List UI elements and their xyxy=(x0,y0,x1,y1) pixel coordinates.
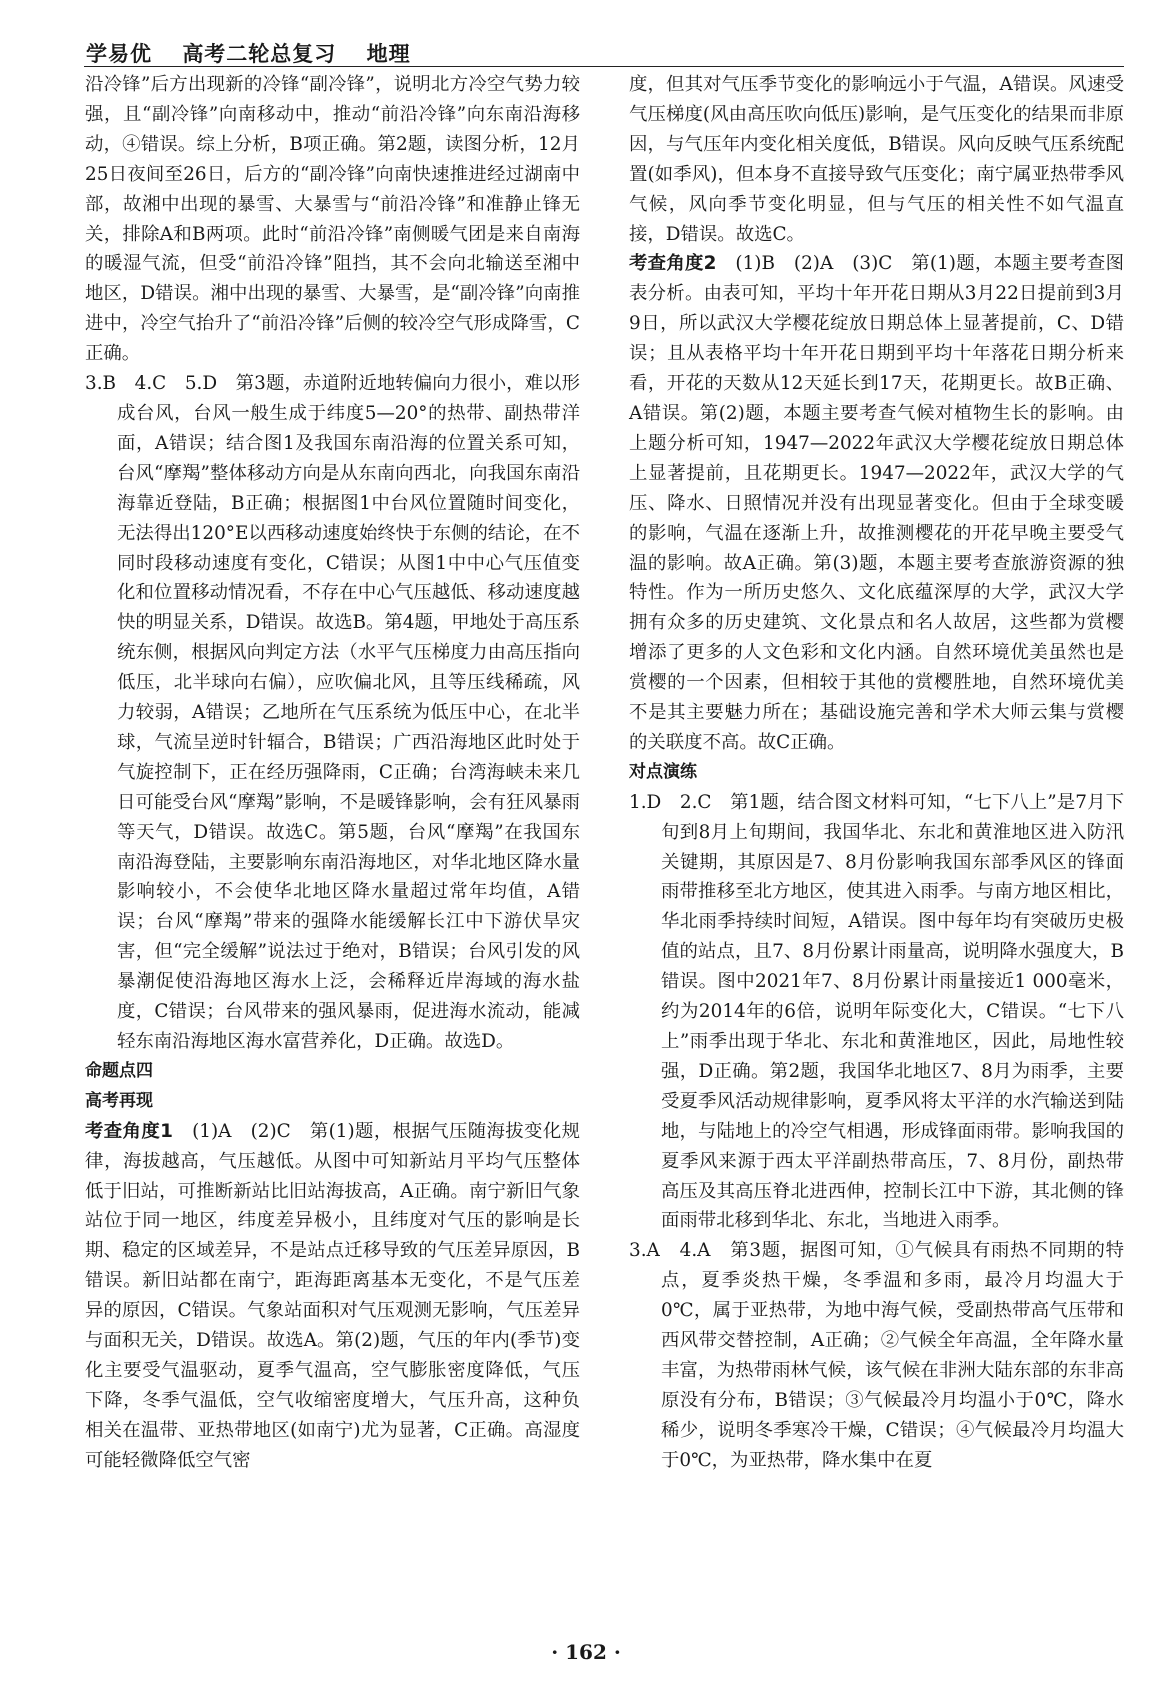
left-column xyxy=(85,70,580,1476)
right-column xyxy=(629,70,1124,1476)
angle-1-answer xyxy=(85,1117,580,1476)
page-number: · 162 · xyxy=(551,1640,621,1664)
angle-1-text: (1)A (2)C 第(1)题，根据气压随海拔变化规律，海拔越高，气压越低。从图中可知新站月平均气压整体低于旧站，可推断新站比旧站海拔高，A正确。南宁新旧气象站位于同一地区，纬度差异极小，且纬度对气压的影响是长期、稳定的区域差异，不是站点迁移导致的气压差异原因，B错误。新旧站都在南宁，距海距离基本无变化，不是气压差异的原因，C错误。气象站面积对气压观测无影响，气压差异与面积无关，D错误。故选A。第(2)题，气压的年内(季节)变化主要受气温驱动，夏季气温高，空气膨胀密度降低，气压下降，冬季气温低，空气收缩密度增大，气压升高，这种负相关在温带、亚热带地区(如南宁)尤为显著，C正确。高湿度可能轻微降低空气密 xyxy=(85,1120,580,1471)
subsection-heading: 高考再现 xyxy=(85,1090,153,1111)
practice-heading: 对点演练 xyxy=(629,761,697,782)
answer-1-2: 1.D 2.C 第1题，结合图文材料可知，“七下八上”是7月下旬到8月上旬期间，我国华北、东北和黄淮地区进入防汛关键期，其原因是7、8月份影响我国东部季风区的锋面雨带推移至北方地区，使其进入雨季。与南方地区相比，华北雨季持续时间短，A错误。图中每年均有突破历史极值的站点，且7、8月份累计雨量高，说明降水强度大，B错误。图中2021年7、8月份累计雨量接近1 000毫米，约为2014年的6倍，说明年际变化大，C错误。“七下八上”雨季出现于华北、东北和黄淮地区，因此，局地性较强，D正确。第2题，我国华北地区7、8月为雨季，主要受夏季风活动规律影响，夏季风将太平洋的水汽输送到陆地，与陆地上的冷空气相遇，形成锋面雨带。影响我国的夏季风来源于西太平洋副热带高压，7、8月份，副热带高压及其高压脊北进西伸，控制长江中下游，其北侧的锋面雨带北移到华北、东北，当地进入雨季。 xyxy=(629,791,1124,1232)
page-header xyxy=(86,38,433,68)
angle-2-text: (1)B (2)A (3)C 第(1)题，本题主要考查图表分析。由表可知，平均十年开花日期从3月22日提前到3月9日，所以武汉大学樱花绽放日期总体上显著提前，C、D错误；且从表格平均十年开花日期到平均十年落花日期分析来看，开花的天数从12天延长到17天，花期更长。故B正确、A错误。第(2)题，本题主要考查气候对植物生长的影响。由上题分析可知，1947—2022年武汉大学樱花绽放日期总体上显著提前，且花期更长。1947—2022年，武汉大学的气压、降水、日照情况并没有出现显著变化。但由于全球变暖的影响，气温在逐渐上升，故推测樱花的开花早晚主要受气温的影响。故A正确。第(3)题，本题主要考查旅游资源的独特性。作为一所历史悠久、文化底蕴深厚的大学，武汉大学拥有众多的历史建筑、文化景点和名人故居，这些都为赏樱增添了更多的人文色彩和文化内涵。自然环境优美虽然也是赏樱的一个因素，但相较于其他的赏樱胜地，自然环境优美不是其主要魅力所在；基础设施完善和学术大师云集与赏樱的关联度不高。故C正确。 xyxy=(629,253,1124,753)
section-heading: 命题点四 xyxy=(85,1060,153,1081)
angle-2-answer xyxy=(629,249,1124,757)
subject-name: 地理 xyxy=(366,42,411,66)
header-rule xyxy=(84,66,1124,67)
angle-1-label: 考查角度1 xyxy=(85,1120,173,1142)
angle-2-label: 考查角度2 xyxy=(629,253,717,275)
answer-3-4: 3.A 4.A 第3题，据图可知，①气候具有雨热不同期的特点，夏季炎热干燥，冬季温和多雨，最冷月均温大于0℃，属于亚热带，为地中海气候，受副热带高气压带和西风带交替控制，A正确；②气候全年高温，全年降水量丰富，为热带雨林气候，该气候在非洲大陆东部的东非高原没有分布，B错误；③气候最冷月均温小于0℃，降水稀少，说明冬季寒冷干燥，C错误；④气候最冷月均温大于0℃，为亚热带，降水集中在夏 xyxy=(629,1240,1124,1471)
brand-name: 学易优 xyxy=(86,42,152,66)
answer-continuation: 沿冷锋”后方出现新的冷锋“副冷锋”，说明北方冷空气势力较强，且“副冷锋”向南移动中，推动“前沿冷锋”向东南沿海移动，④错误。综上分析，B项正确。第2题，读图分析，12月25日夜间至26日，后方的“副冷锋”向南快速推进经过湖南中部，故湘中出现的暴雪、大暴雪与“前沿冷锋”和准静止锋无关，排除A和B两项。此时“前沿冷锋”南侧暖气团是来自南海的暖湿气流，但受“前沿冷锋”阻挡，其不会向北输送至湘中地区，D错误。湘中出现的暴雪、大暴雪，是“副冷锋”向南推进中，冷空气抬升了“前沿冷锋”后侧的较冷空气形成降雪，C正确。 xyxy=(85,74,580,365)
series-name: 高考二轮总复习 xyxy=(182,42,337,66)
answer-3-5: 3.B 4.C 5.D 第3题，赤道附近地转偏向力很小，难以形成台风，台风一般生成于纬度5—20°的热带、副热带洋面，A错误；结合图1及我国东南沿海的位置关系可知，台风“摩羯”整体移动方向是从东南向西北，向我国东南沿海靠近登陆，B正确；根据图1中台风位置随时间变化，无法得出120°E以西移动速度始终快于东侧的结论，在不同时段移动速度有变化，C错误；从图1中中心气压值变化和位置移动情况看，不存在中心气压越低、移动速度越快的明显关系，D错误。故选B。第4题，甲地处于高压系统东侧，根据风向判定方法（水平气压梯度力由高压指向低压，北半球向右偏），应吹偏北风，且等压线稀疏，风力较弱，A错误；乙地所在气压系统为低压中心，在北半球，气流呈逆时针辐合，B错误；广西沿海地区此时处于气旋控制下，正在经历强降雨，C正确；台湾海峡未来几日可能受台风“摩羯”影响，不是暖锋影响，会有狂风暴雨等天气，D错误。故选C。第5题，台风“摩羯”在我国东南沿海登陆，主要影响东南沿海地区，对华北地区降水量影响较小，不会使华北地区降水量超过常年均值，A错误；台风“摩羯”带来的强降水能缓解长江中下游伏旱灾害，但“完全缓解”说法过于绝对，B错误；台风引发的风暴潮促使沿海地区海水上泛，会稀释近岸海域的海水盐度，C错误；台风带来的强风暴雨，促进海水流动，能减轻东南沿海地区海水富营养化，D正确。故选D。 xyxy=(85,373,580,1052)
angle-1-continuation: 度，但其对气压季节变化的影响远小于气温，A错误。风速受气压梯度(风由高压吹向低压)影响，是气压变化的结果而非原因，与气压年内变化相关度低，B错误。风向反映气压系统配置(如季风)，但本身不直接导致气压变化；南宁属亚热带季风气候，风向季节变化明显，但与气压的相关性不如气温直接，D错误。故选C。 xyxy=(629,74,1124,245)
